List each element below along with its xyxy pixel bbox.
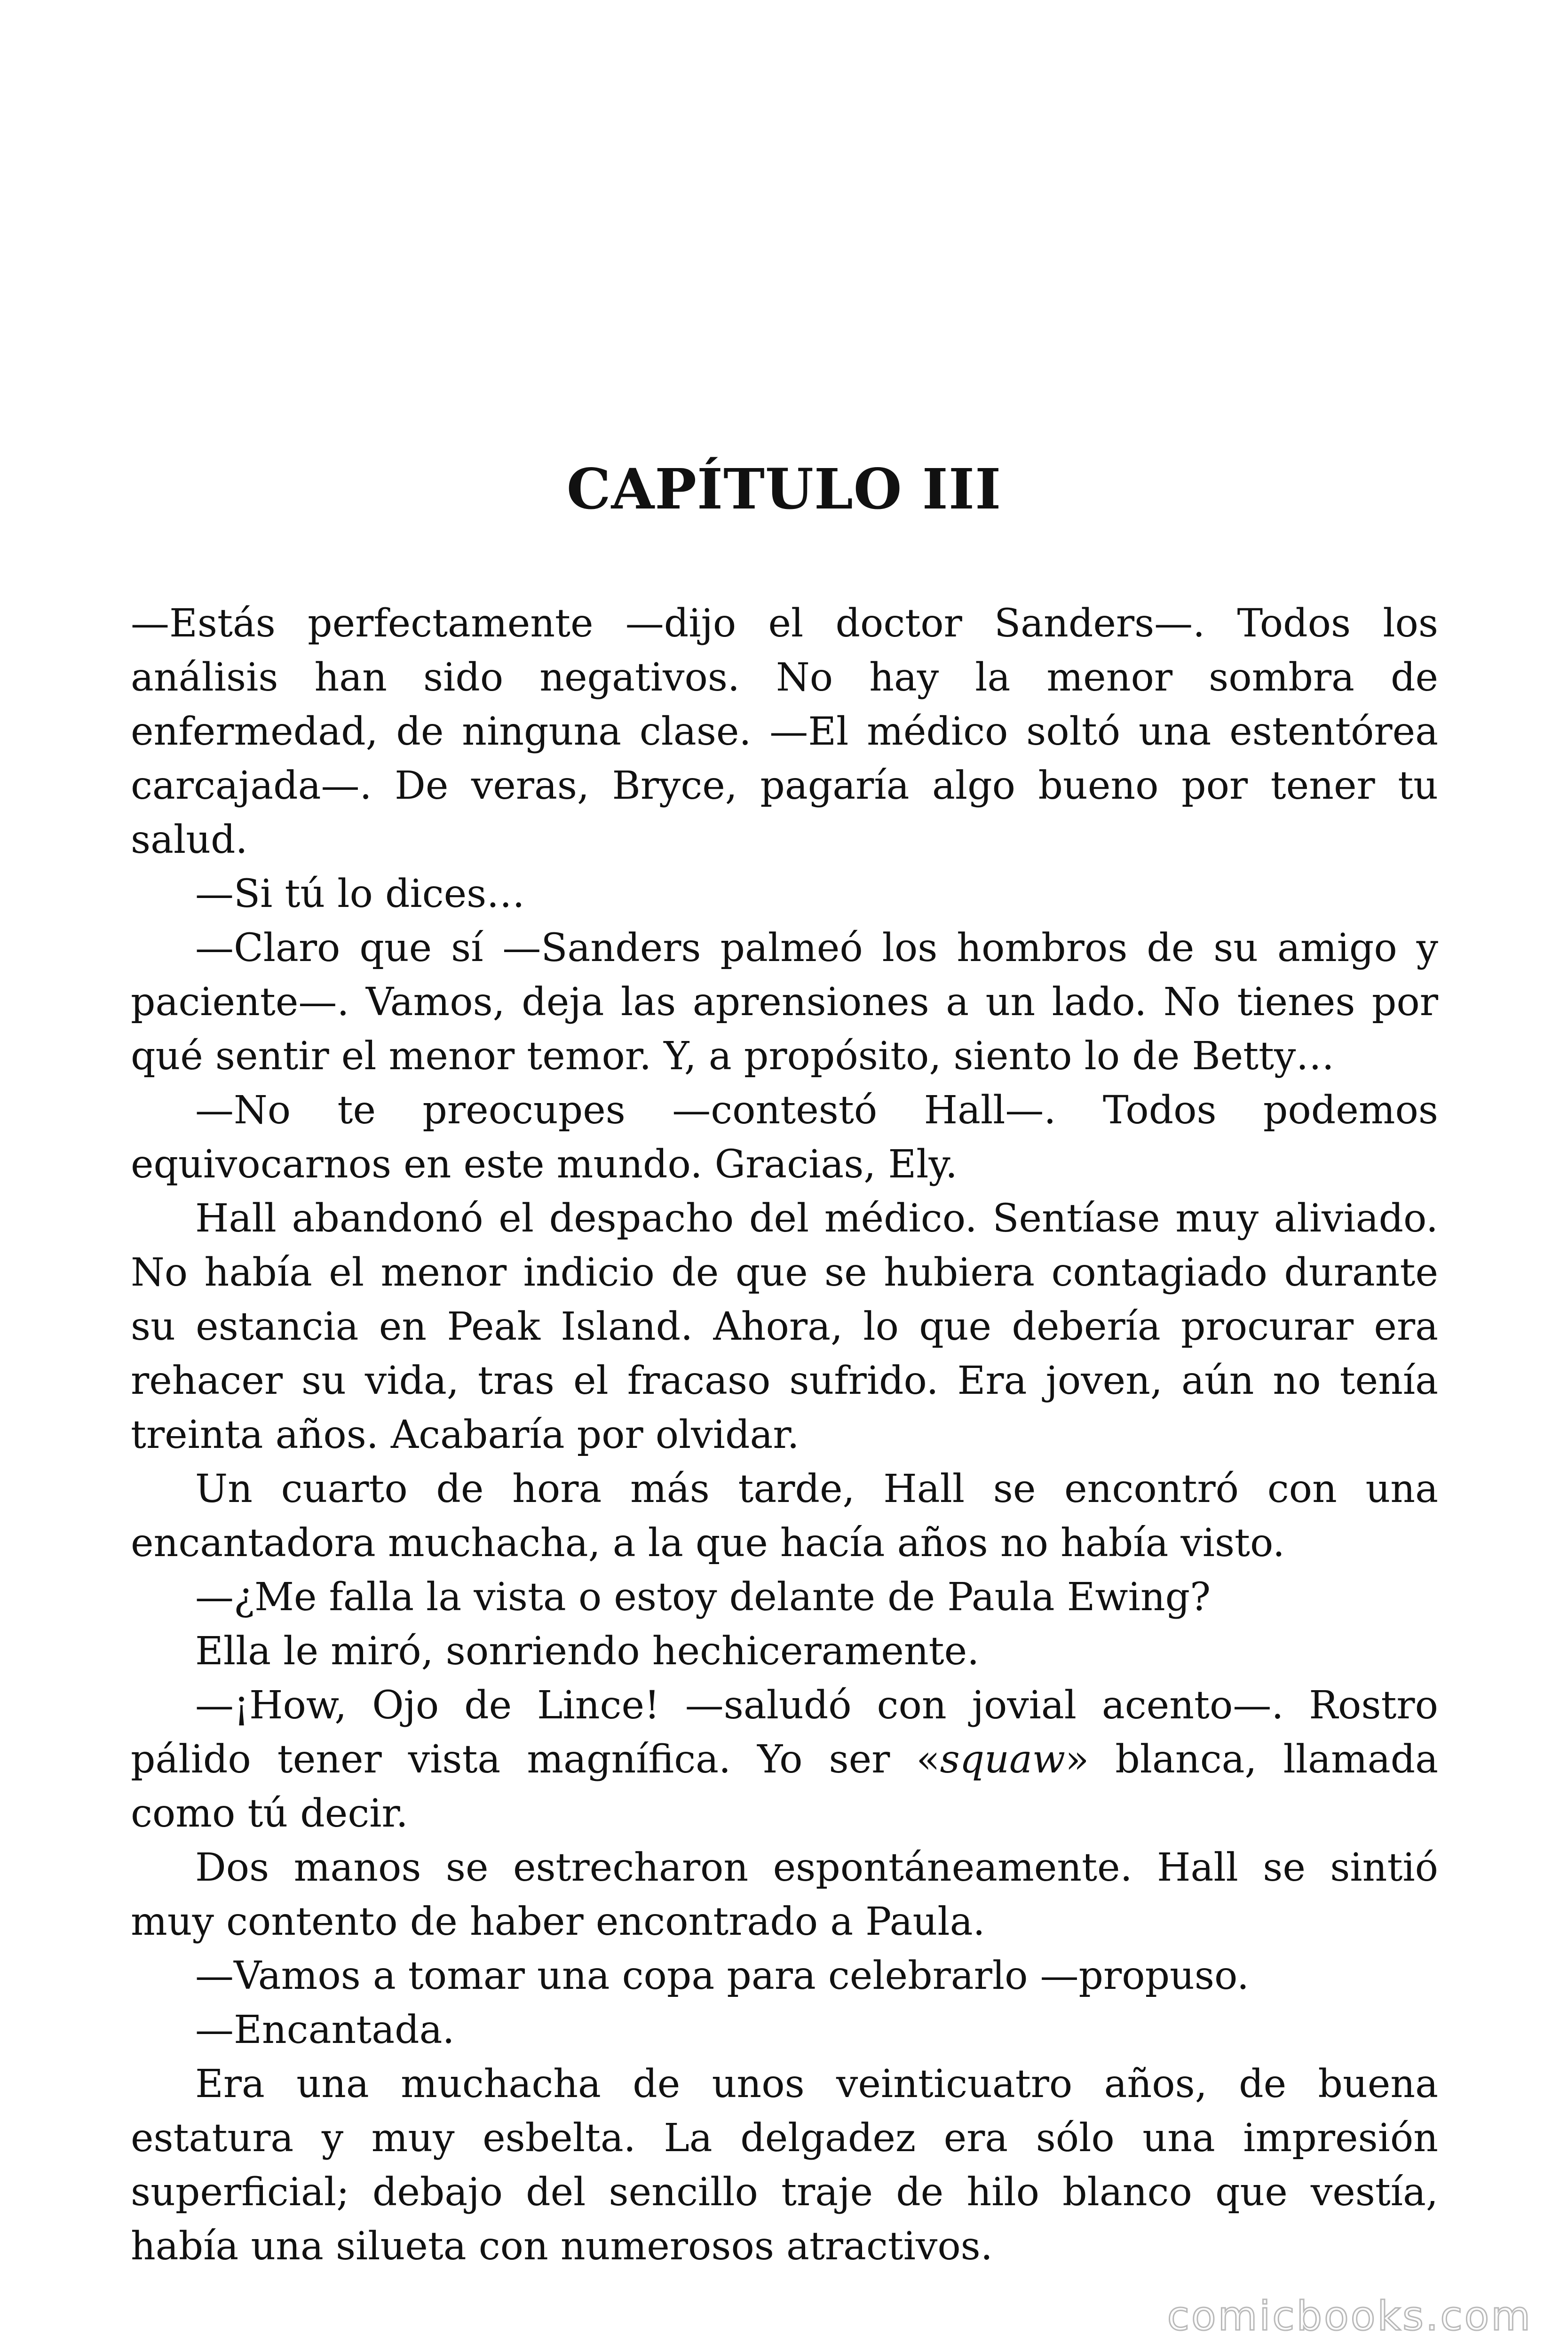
paragraph: Ella le miró, sonriendo hechiceramente. (195, 1629, 980, 1674)
paragraph: Hall abandonó el despacho del médico. Sentíase muy aliviado. No había el menor indicio de que se hubiera contagiado durante su estancia en Peak Island. Ahora, lo que debería procurar era rehacer su vida, tras el fracaso sufrido. Era joven, aún no tenía treinta años. Acabaría por olvidar. (131, 1196, 1438, 1457)
paragraph: —Vamos a tomar una copa para celebrarlo —propuso. (195, 1954, 1249, 1998)
chapter-title: CAPÍTULO III (566, 456, 1002, 522)
paragraph: Era una muchacha de unos veinticuatro años, de buena estatura y muy esbelta. La delgadez era sólo una impresión superficial; debajo del sencillo traje de hilo blanco que vestía, había una silueta con numerosos atractivos. (131, 2062, 1438, 2269)
chapter-body (131, 596, 1438, 2273)
paragraph: Dos manos se estrecharon espontáneamente. Hall se sintió muy contento de haber encontrado a Paula. (131, 1845, 1438, 1944)
paragraph: —¡How, Ojo de Lince! —saludó con jovial acento—. Rostro pálido tener vista magnífica. Yo ser «squaw» blanca, llamada como tú decir. (131, 1683, 1438, 1836)
watermark: comicbooks.com (1167, 2293, 1532, 2340)
paragraph: —Estás perfectamente —dijo el doctor Sanders—. Todos los análisis han sido negativos. No hay la menor sombra de enfermedad, de ninguna clase. —El médico soltó una estentórea carcajada—. De veras, Bryce, pagaría algo bueno por tener tu salud. (131, 601, 1438, 862)
paragraph: Un cuarto de hora más tarde, Hall se encontró con una encantadora muchacha, a la que hacía años no había visto. (131, 1467, 1438, 1565)
paragraph: —Encantada. (195, 2008, 455, 2052)
paragraph: —¿Me falla la vista o estoy delante de Paula Ewing? (195, 1575, 1211, 1620)
paragraph: —Claro que sí —Sanders palmeó los hombros de su amigo y paciente—. Vamos, deja las aprensiones a un lado. No tienes por qué sentir el menor temor. Y, a propósito, siento lo de Betty… (131, 926, 1438, 1079)
paragraph: —Si tú lo dices… (195, 872, 525, 916)
paragraph: —No te preocupes —contestó Hall—. Todos podemos equivocarnos en este mundo. Gracias, Ely. (131, 1088, 1438, 1187)
italic-word: squaw (940, 1737, 1066, 1782)
